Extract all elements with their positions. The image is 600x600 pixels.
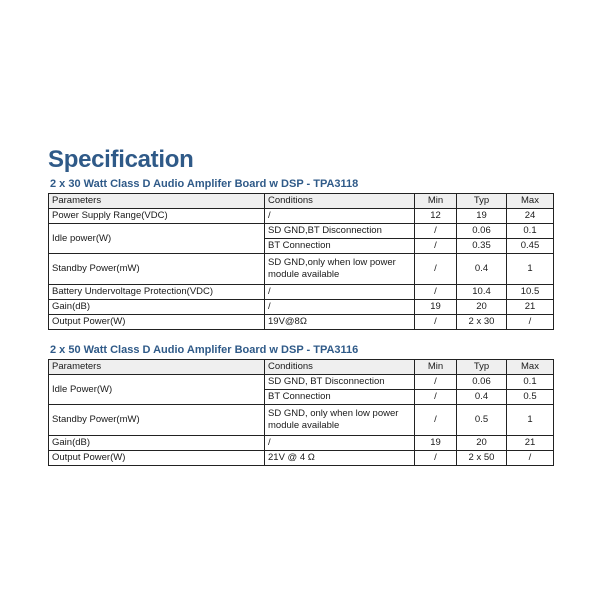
max-cell: 0.45 bbox=[507, 239, 554, 254]
min-cell: / bbox=[415, 224, 457, 239]
param-cell: Battery Undervoltage Protection(VDC) bbox=[49, 285, 265, 300]
page-title: Specification bbox=[48, 146, 194, 173]
min-cell: 19 bbox=[415, 436, 457, 451]
header-min: Min bbox=[415, 360, 457, 375]
param-cell: Idle Power(W) bbox=[49, 375, 265, 405]
typ-cell: 0.35 bbox=[457, 239, 507, 254]
max-cell: 0.1 bbox=[507, 375, 554, 390]
max-cell: 0.5 bbox=[507, 390, 554, 405]
param-cell: Output Power(W) bbox=[49, 451, 265, 466]
param-cell: Output Power(W) bbox=[49, 315, 265, 330]
header-conditions: Conditions bbox=[265, 194, 415, 209]
table-row bbox=[49, 224, 554, 239]
condition-cell: BT Connection bbox=[265, 390, 415, 405]
max-cell: 21 bbox=[507, 300, 554, 315]
condition-cell: / bbox=[265, 209, 415, 224]
condition-cell: 19V@8Ω bbox=[265, 315, 415, 330]
typ-cell: 0.06 bbox=[457, 224, 507, 239]
condition-cell: BT Connection bbox=[265, 239, 415, 254]
typ-cell: 20 bbox=[457, 300, 507, 315]
typ-cell: 10.4 bbox=[457, 285, 507, 300]
min-cell: / bbox=[415, 239, 457, 254]
header-parameters: Parameters bbox=[49, 360, 265, 375]
table-row bbox=[49, 254, 554, 285]
param-cell: Gain(dB) bbox=[49, 436, 265, 451]
header-max: Max bbox=[507, 194, 554, 209]
table-row bbox=[49, 209, 554, 224]
table-row bbox=[49, 436, 554, 451]
min-cell: / bbox=[415, 405, 457, 436]
condition-cell: / bbox=[265, 436, 415, 451]
param-cell: Standby Power(mW) bbox=[49, 405, 265, 436]
table-row bbox=[49, 375, 554, 390]
typ-cell: 2 x 30 bbox=[457, 315, 507, 330]
condition-cell: / bbox=[265, 300, 415, 315]
max-cell: 10.5 bbox=[507, 285, 554, 300]
typ-cell: 2 x 50 bbox=[457, 451, 507, 466]
param-cell: Gain(dB) bbox=[49, 300, 265, 315]
header-conditions: Conditions bbox=[265, 360, 415, 375]
typ-cell: 0.4 bbox=[457, 390, 507, 405]
max-cell: 24 bbox=[507, 209, 554, 224]
min-cell: / bbox=[415, 254, 457, 285]
condition-cell: SD GND,BT Disconnection bbox=[265, 224, 415, 239]
header-min: Min bbox=[415, 194, 457, 209]
max-cell: 1 bbox=[507, 405, 554, 436]
max-cell: 0.1 bbox=[507, 224, 554, 239]
table2-subtitle: 2 x 50 Watt Class D Audio Amplifer Board w DSP - TPA3116 bbox=[50, 344, 359, 356]
table-header-row bbox=[49, 194, 554, 209]
table-row bbox=[49, 285, 554, 300]
condition-cell: / bbox=[265, 285, 415, 300]
spec-table-tpa3118 bbox=[48, 193, 554, 330]
table1-subtitle: 2 x 30 Watt Class D Audio Amplifer Board w DSP - TPA3118 bbox=[50, 178, 359, 190]
max-cell: 1 bbox=[507, 254, 554, 285]
condition-cell: SD GND, BT Disconnection bbox=[265, 375, 415, 390]
min-cell: / bbox=[415, 451, 457, 466]
max-cell: / bbox=[507, 451, 554, 466]
table-row bbox=[49, 315, 554, 330]
typ-cell: 0.06 bbox=[457, 375, 507, 390]
table-row bbox=[49, 451, 554, 466]
condition-cell: SD GND,only when low power module available bbox=[265, 254, 415, 285]
table-header-row bbox=[49, 360, 554, 375]
condition-cell: SD GND, only when low power module available bbox=[265, 405, 415, 436]
min-cell: / bbox=[415, 285, 457, 300]
param-cell: Power Supply Range(VDC) bbox=[49, 209, 265, 224]
typ-cell: 0.5 bbox=[457, 405, 507, 436]
condition-cell: 21V @ 4 Ω bbox=[265, 451, 415, 466]
max-cell: 21 bbox=[507, 436, 554, 451]
min-cell: / bbox=[415, 375, 457, 390]
param-cell: Standby Power(mW) bbox=[49, 254, 265, 285]
typ-cell: 19 bbox=[457, 209, 507, 224]
header-typ: Typ bbox=[457, 360, 507, 375]
header-max: Max bbox=[507, 360, 554, 375]
typ-cell: 20 bbox=[457, 436, 507, 451]
header-typ: Typ bbox=[457, 194, 507, 209]
max-cell: / bbox=[507, 315, 554, 330]
typ-cell: 0.4 bbox=[457, 254, 507, 285]
param-cell: Idle power(W) bbox=[49, 224, 265, 254]
table-row bbox=[49, 300, 554, 315]
min-cell: 19 bbox=[415, 300, 457, 315]
spec-table-tpa3116 bbox=[48, 359, 554, 466]
table-row bbox=[49, 405, 554, 436]
min-cell: 12 bbox=[415, 209, 457, 224]
header-parameters: Parameters bbox=[49, 194, 265, 209]
min-cell: / bbox=[415, 390, 457, 405]
min-cell: / bbox=[415, 315, 457, 330]
